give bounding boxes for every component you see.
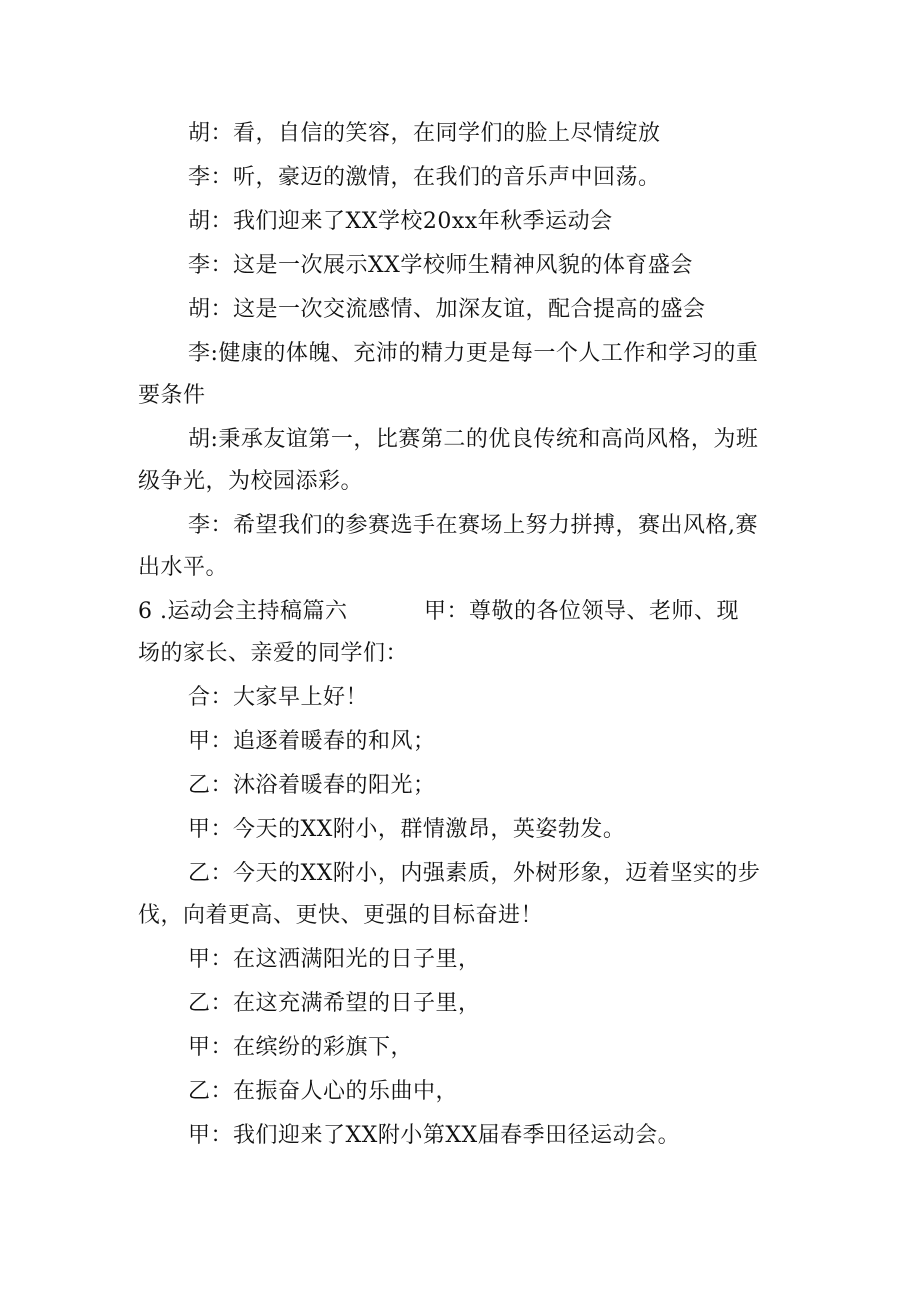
section-first-line: 甲：尊敬的各位领导、老师、现 [424,599,740,624]
paragraph-line: 胡：这是一次交流感情、加深友谊，配合提高的盛会 [188,297,706,322]
paragraph-line: 胡：看，自信的笑容，在同学们的脸上尽情绽放 [188,121,661,146]
paragraph-line: 甲：我们迎来了XX附小第XX届春季田径运动会。 [188,1123,681,1148]
paragraph-line: 级争光，为校园添彩。 [138,469,364,494]
paragraph-line: 乙：在振奋人心的乐曲中， [188,1079,459,1104]
section-continuation: 场的家长、亲爱的同学们： [138,641,409,666]
paragraph-line: 要条件 [138,383,206,408]
paragraph-line: 胡：我们迎来了XX学校20xx年秋季运动会 [188,209,613,234]
paragraph-line: 李：这是一次展示XX学校师生精神风貌的体育盛会 [188,253,693,278]
paragraph-line: 出水平。 [138,555,229,580]
paragraph-line: 甲：今天的XX附小，群情激昂，英姿勃发。 [188,817,626,842]
paragraph-line: 李：希望我们的参赛选手在赛场上努力拼搏，赛出风格,赛 [188,513,758,538]
paragraph-line: 甲：在缤纷的彩旗下， [188,1035,414,1060]
paragraph-line: 李:健康的体魄、充沛的精力更是每一个人工作和学习的重 [188,341,759,366]
paragraph-line: 乙：沐浴着暖春的阳光； [188,773,436,798]
section-heading: 6 .运动会主持稿篇六 [138,599,348,624]
paragraph-line: 乙：在这充满希望的日子里， [188,991,481,1016]
paragraph-line: 胡:秉承友谊第一，比赛第二的优良传统和高尚风格，为班 [188,427,759,452]
paragraph-line: 甲：在这洒满阳光的日子里， [188,947,481,972]
paragraph-line: 李：听，豪迈的激情，在我们的音乐声中回荡。 [188,165,661,190]
paragraph-line: 乙：今天的XX附小，内强素质，外树形象，迈着坚实的步 [188,861,761,886]
paragraph-line: 合：大家早上好！ [188,685,369,710]
paragraph-line: 伐，向着更高、更快、更强的目标奋进！ [138,903,544,928]
paragraph-line: 甲：追逐着暖春的和风； [188,729,436,754]
